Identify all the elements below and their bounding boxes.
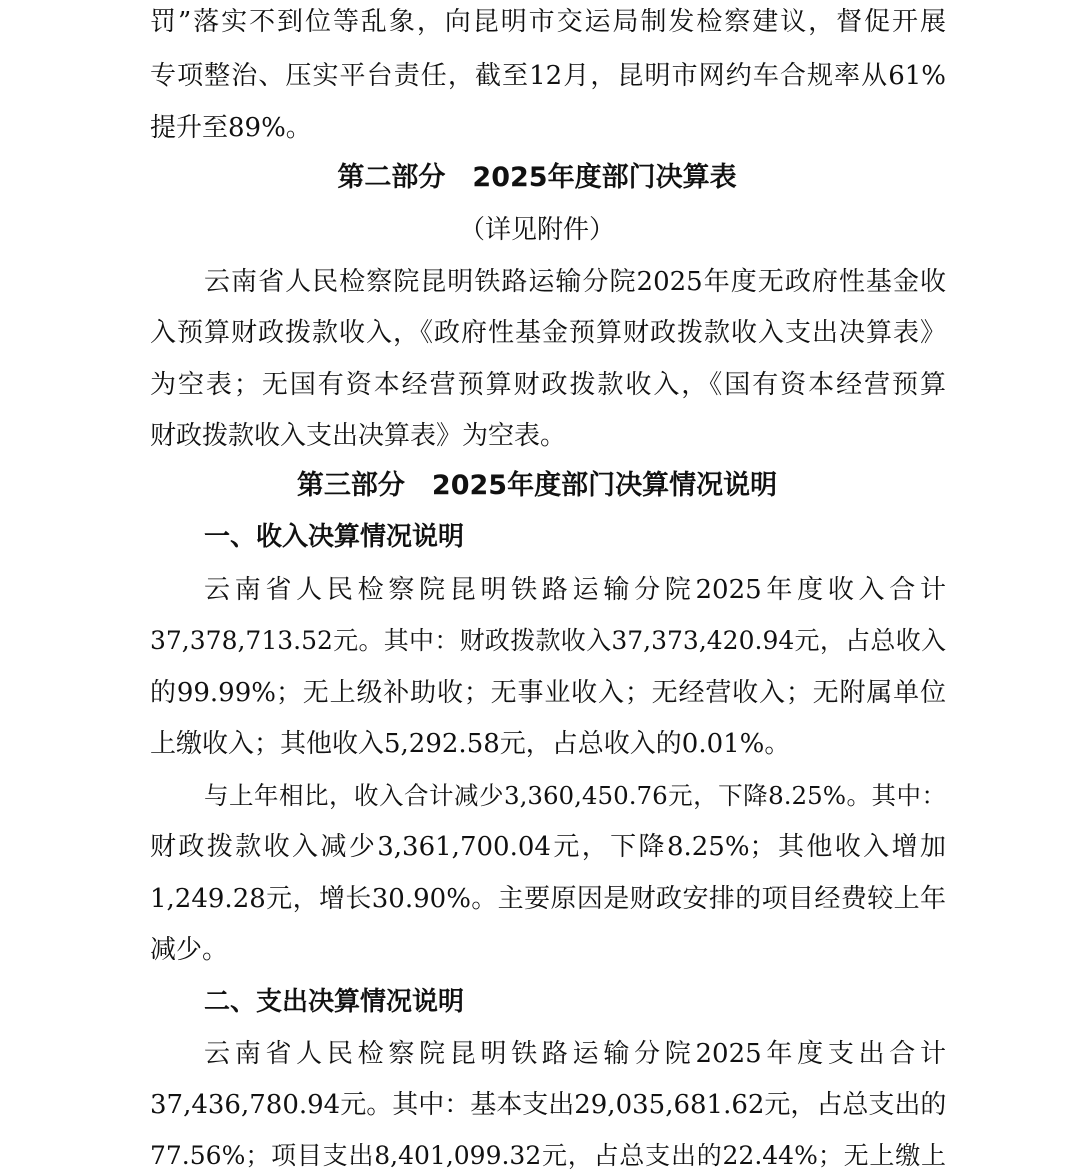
paragraph-line: 云南省人民检察院昆明铁路运输分院2025年度收入合计 bbox=[204, 575, 946, 605]
paragraph-line: 罚”落实不到位等乱象，向昆明市交运局制发检察建议，督促开展 bbox=[150, 7, 946, 37]
paragraph-line: 77.56%；项目支出8,401,099.32元，占总支出的22.44%；无上缴上 bbox=[150, 1141, 946, 1170]
paragraph-line: 1,249.28元，增长30.90%。主要原因是财政安排的项目经费较上年 bbox=[150, 884, 946, 914]
paragraph-line: 入预算财政拨款收入，《政府性基金预算财政拨款收入支出决算表》 bbox=[150, 318, 946, 348]
section-note: （详见附件） bbox=[458, 215, 615, 245]
section-heading-part-two: 第二部分 2025年度部门决算表 bbox=[337, 162, 737, 193]
paragraph-line: 财政拨款收入减少3,361,700.04元，下降8.25%；其他收入增加 bbox=[150, 832, 946, 862]
paragraph-line: 云南省人民检察院昆明铁路运输分院2025年度支出合计 bbox=[204, 1039, 946, 1069]
section-heading-part-three: 第三部分 2025年度部门决算情况说明 bbox=[296, 470, 778, 501]
paragraph-line: 财政拨款收入支出决算表》为空表。 bbox=[150, 421, 567, 451]
paragraph-line: 37,378,713.52元。其中：财政拨款收入37,373,420.94元，占总收入 bbox=[150, 626, 946, 655]
paragraph-line: 专项整治、压实平台责任，截至12月，昆明市网约车合规率从61% bbox=[150, 61, 946, 91]
paragraph-line: 云南省人民检察院昆明铁路运输分院2025年度无政府性基金收 bbox=[204, 267, 946, 297]
paragraph-line: 的99.99%；无上级补助收；无事业收入；无经营收入；无附属单位 bbox=[150, 678, 946, 708]
paragraph-line: 减少。 bbox=[150, 935, 229, 965]
subsection-heading-income: 一、收入决算情况说明 bbox=[204, 522, 465, 552]
subsection-heading-expenditure: 二、支出决算情况说明 bbox=[204, 987, 465, 1017]
paragraph-line: 37,436,780.94元。其中：基本支出29,035,681.62元，占总支出的 bbox=[150, 1090, 946, 1120]
paragraph-line: 提升至89%。 bbox=[150, 113, 312, 143]
paragraph-line: 上缴收入；其他收入5,292.58元，占总收入的0.01%。 bbox=[150, 729, 791, 759]
paragraph-line: 与上年相比，收入合计减少3,360,450.76元，下降8.25%。其中： bbox=[204, 781, 946, 810]
paragraph-line: 为空表；无国有资本经营预算财政拨款收入，《国有资本经营预算 bbox=[150, 370, 946, 400]
